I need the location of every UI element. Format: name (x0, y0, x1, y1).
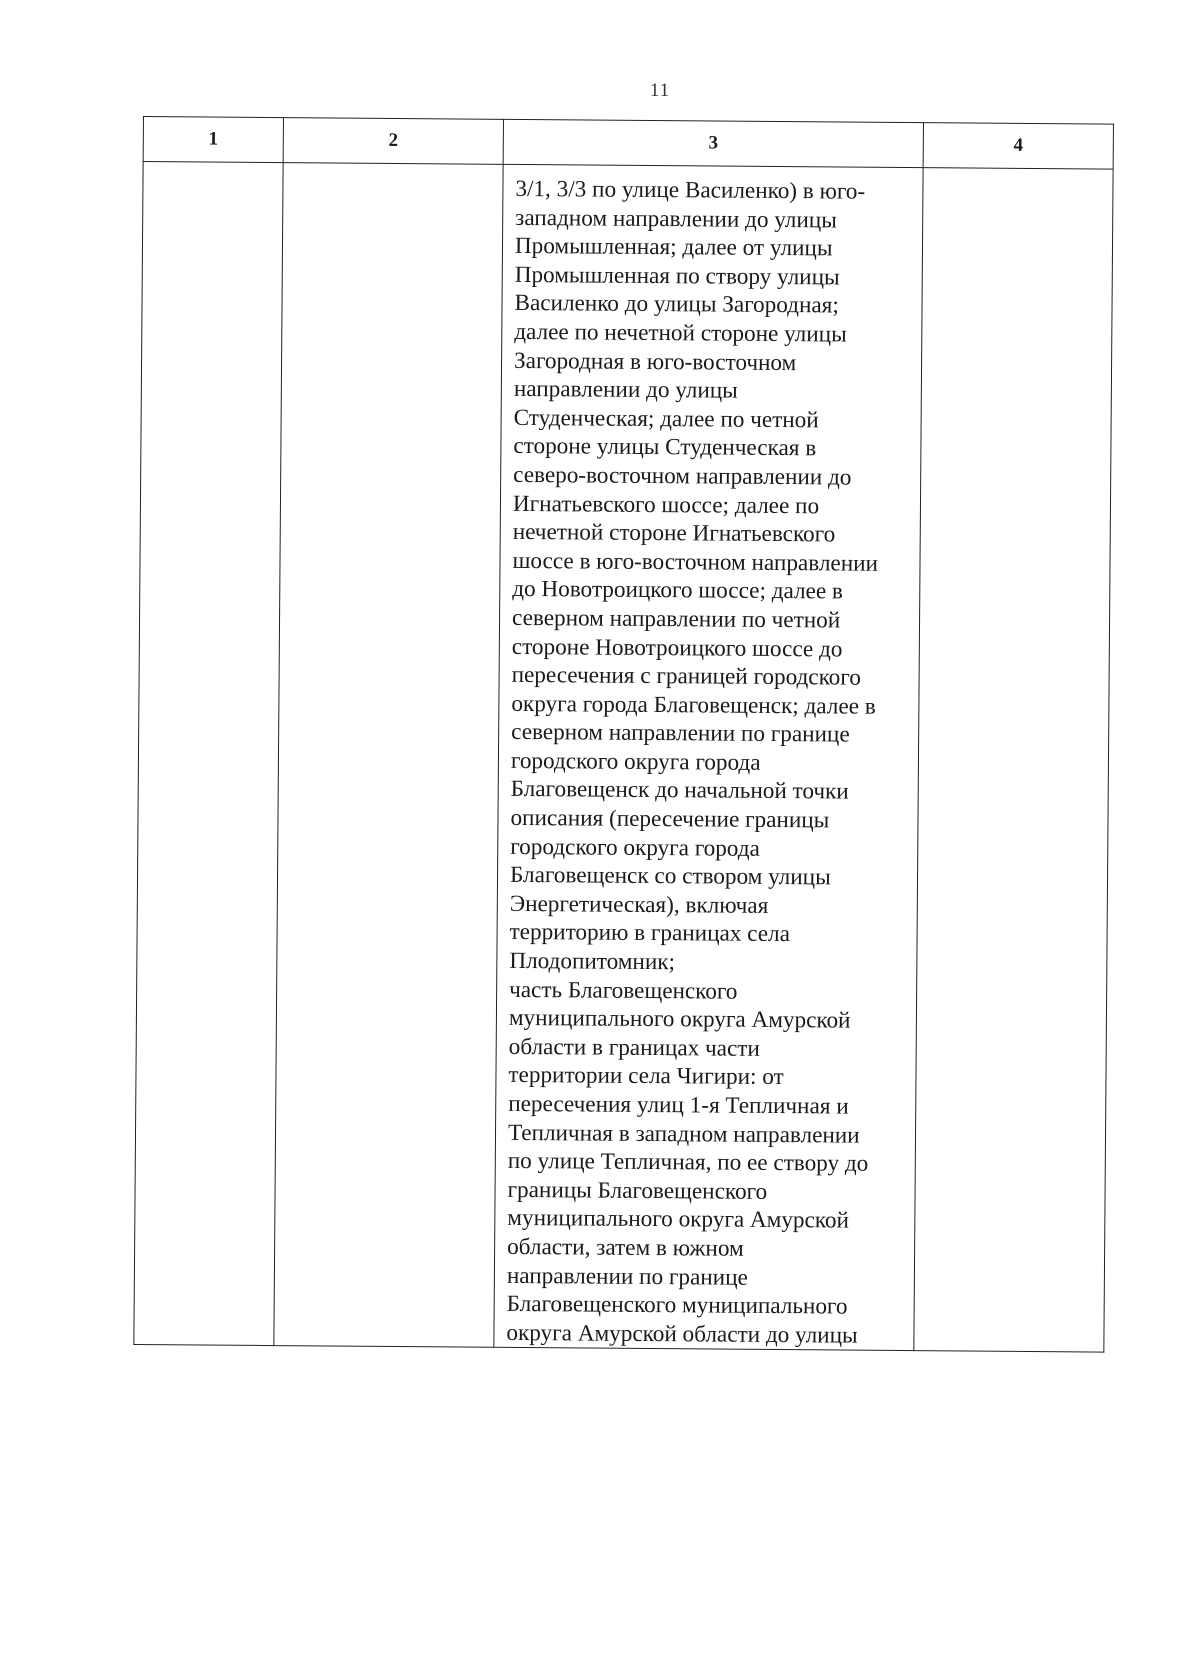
column-header-2: 2 (283, 118, 503, 165)
table-header-row (143, 117, 1113, 170)
cell-col4-text (924, 168, 1113, 179)
column-header-4: 4 (923, 123, 1113, 169)
document-table-container (133, 116, 1113, 1353)
page-number: 11 (649, 80, 671, 101)
table-cell-col2 (274, 163, 503, 1348)
cell-col2-text (284, 163, 503, 175)
column-header-3: 3 (503, 119, 923, 167)
table-row (134, 162, 1113, 1353)
document-table (133, 116, 1114, 1353)
table-cell-col1 (134, 162, 283, 1346)
column-header-1: 1 (143, 117, 283, 163)
boundary-description-text: 3/1, 3/3 по улице Василенко) в юго- западном направлении до улицы Промышленная; далее от улицы Промышленная по створу улицы Василенко до улицы Загородная; далее по нечетной стороне улицы Загородная в юго-восточном направлении до улицы Студенческая; далее по четной стороне улицы Студенческая в северо-восточном направлении до Игнатьевского шоссе; далее по нечетной стороне Игнатьевского шоссе в юго-восточном направлении до Новотроицкого шоссе; далее в северном направлении по четной стороне Новотроицкого шоссе до пересечения с границей городского округа города Благовещенск; далее в северном направлении по границе городского округа города Благовещенск до начальной точки описания (пересечение границы городского округа города Благовещенск со створом улицы Энергетическая), включая территорию в границах села Плодопитомник; часть Благовещенского муниципального округа Амурской области в границах части территории села Чигири: от пересечения улиц 1-я Тепличная и Тепличная в западном направлении по улице Тепличная, по ее створу до границы Благовещенского муниципального округа Амурской области, затем в южном направлении по границе Благовещенского муниципального округа Амурской области до улицы (506, 175, 879, 1349)
table-cell-col3 (494, 164, 923, 1351)
cell-col1-text (144, 162, 283, 173)
table-cell-col4 (914, 168, 1113, 1353)
